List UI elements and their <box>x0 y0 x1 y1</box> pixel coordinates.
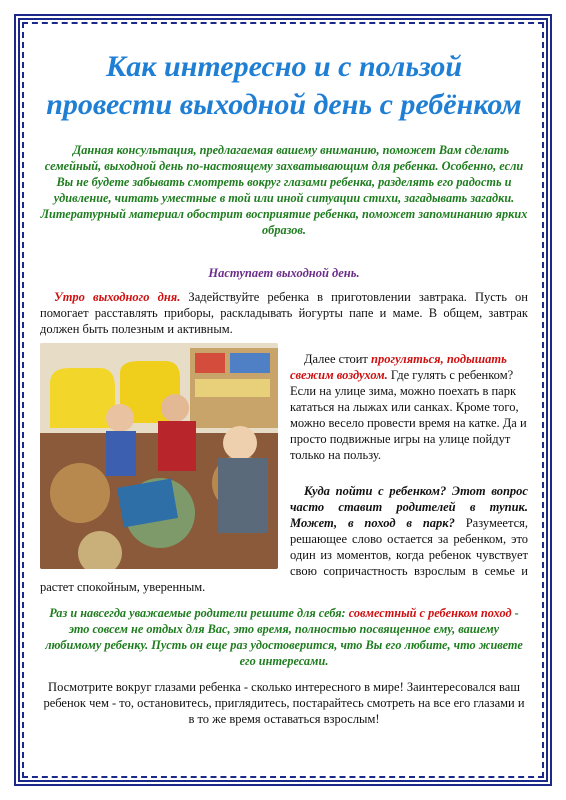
walk-lead: прогуляться, подышать свежим воздухом. <box>290 352 507 382</box>
decision-red: совместный с ребенком поход <box>348 606 512 620</box>
walk-pre: Далее стоит <box>304 352 372 366</box>
walk-text: Где гулять с ребенком? Если на улице зима, можно поехать в парк кататься на лыжах или санках. Кроме того, можно весело провести время на катке. Да и просто подвижные игры на улице пойдут только на пользу. <box>290 368 527 462</box>
morning-lead: Утро выходного дня. <box>54 290 181 304</box>
photo-illustration <box>40 343 278 569</box>
children-playing-photo <box>40 343 278 569</box>
final-paragraph: Посмотрите вокруг глазами ребенка - сколько интересного в мире! Заинтересовался ваш ребенок чем - то, остановитесь, приглядитесь, постарайтесь смотреть на все его глазами и в то же время оставаться взрослым! <box>43 680 525 726</box>
morning-text: Задействуйте ребенка в приготовлении завтрака. Пусть он помогает расставлять приборы, раскладывать йогурты папе и маме. В общем, завтрак должен быть полезным и активным. <box>40 290 528 336</box>
decision-pre: Раз и навсегда уважаемые родители решите для себя: <box>49 606 349 620</box>
decision-post: - это совсем не отдых для Вас, это время, полностью посвященное ему, вашему любимому ребенку. Пусть он еще раз удостоверится, что Вы его любите, что живете его интересами. <box>45 606 523 668</box>
intro-paragraph: Данная консультация, предлагаемая вашему вниманию, поможет Вам сделать семейный, выходной день по-настоящему захватывающим для ребенка. Особенно, если Вы не будете забывать смотреть вокруг глазами ребенка, разделять его радость и удивление, читать уместные в той или иной ситуации стихи, загадывать загадки. Литературный материал обострит восприятие ребенка, поможет запоминанию ярких образов. <box>40 143 528 237</box>
document-content <box>40 48 528 740</box>
where-text: Разумеется, решающее слово остается за ребенком, это один из моментов, когда ребенок чувствует свою сопричастность взрослым в семье и растет спокойным, уверенным. <box>40 516 528 594</box>
section-title: Наступает выходной день. <box>208 266 360 280</box>
morning-paragraph <box>40 289 528 337</box>
decision-paragraph <box>40 605 528 669</box>
document-title: Как интересно и с пользой провести выходной день с ребёнком <box>46 50 522 121</box>
where-lead: Куда пойти с ребенком? Этот вопрос часто ставит родителей в тупик. Может, в поход в парк? <box>290 484 528 530</box>
